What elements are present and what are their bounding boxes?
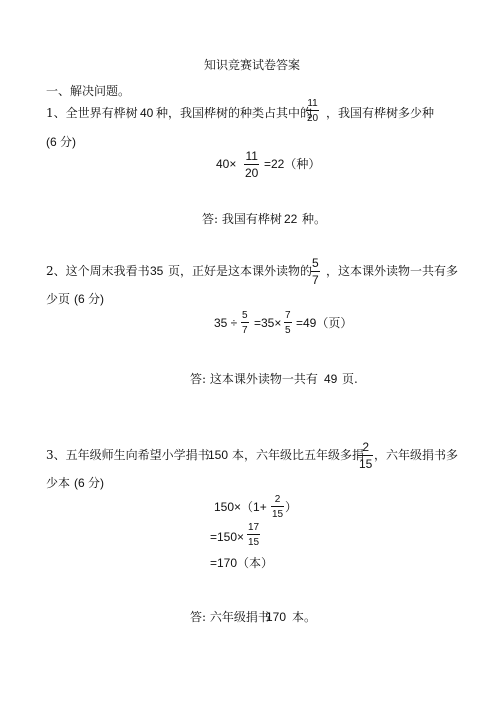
q2-fraction-denominator: 7 (312, 273, 319, 287)
q3-calc-l1-denominator: 15 (272, 509, 284, 520)
q3-fraction (358, 441, 373, 471)
q2-text-c: ，这本课外读物一共有多 (326, 264, 459, 278)
q1-calc-post: =22（种） (264, 157, 321, 171)
q3-calc-line3: =170（本） (210, 556, 274, 570)
q1-answer-value: 22 (284, 212, 298, 226)
q1-text-b: 种，我国桦树的种类占其中的 (156, 106, 313, 120)
q3-answer-pre: 答: 六年级捐书 (190, 610, 270, 624)
q3-text-a: 3、五年级师生向希望小学捐书 (46, 448, 210, 462)
q2-answer-post: 页. (342, 372, 358, 386)
q1-calc-numerator: 11 (245, 149, 258, 163)
q3-text-b: 本，六年级比五年级多捐 (232, 448, 365, 462)
q1-fraction-denominator: 20 (307, 113, 319, 124)
q3-fraction-denominator: 15 (359, 457, 373, 471)
q2-calc-f1-numerator: 5 (242, 310, 248, 321)
q2-calc-fraction-1 (241, 310, 249, 336)
q1-text-a: 1、全世界有桦树 (46, 106, 138, 120)
q2-number: 35 (150, 264, 164, 278)
q1-fraction (306, 98, 319, 124)
section-heading: 一、解决问题。 (46, 84, 131, 98)
q1-number: 40 (140, 106, 154, 120)
q1-fraction-numerator: 11 (307, 98, 318, 109)
q2-line2: 少页 (46, 292, 71, 306)
q2-fraction (311, 257, 320, 287)
q3-number: 150 (208, 448, 229, 462)
q2-calc-a: 35 ÷ (214, 316, 238, 330)
q1-calc-pre: 40× (216, 157, 237, 171)
q3-calc-line1-post: ） (285, 500, 298, 514)
q3-calc-line2-fraction (247, 522, 260, 548)
q1-answer-pre: 答: 我国有桦树 (202, 212, 282, 226)
q1-points: (6 分) (46, 135, 77, 149)
document-title: 知识竞赛试卷答案 (204, 58, 301, 72)
q3-calc-l2-numerator: 17 (248, 522, 260, 533)
q2-points: (6 分) (74, 292, 105, 306)
q3-text-c: ，六年级捐书多 (374, 448, 459, 462)
q3-fraction-numerator: 2 (362, 440, 370, 454)
q3-line2: 少本 (46, 476, 71, 490)
q2-fraction-numerator: 5 (312, 256, 319, 270)
q1-calc-fraction (244, 150, 259, 180)
q3-calc-line2-pre: =150× (210, 530, 245, 544)
q2-text-b: 页，正好是这本课外读物的 (168, 264, 313, 278)
q3-calc-l1-numerator: 2 (274, 494, 281, 505)
q2-answer-value: 49 (324, 372, 338, 386)
q3-answer-value: 170 (266, 610, 287, 624)
q3-calc-line1-pre: 150×（1+ (214, 500, 267, 514)
q3-calc-l2-denominator: 15 (248, 537, 260, 548)
q1-text-c: ，我国有桦树多少种 (326, 106, 435, 120)
q1-answer-post: 种。 (302, 212, 327, 226)
q2-calc-fraction-2 (284, 310, 292, 336)
q2-calc-f1-denominator: 7 (242, 325, 248, 336)
q1-calc-denominator: 20 (245, 166, 259, 180)
q2-answer-pre: 答: 这本课外读物一共有 (190, 372, 318, 386)
q2-calc-f2-numerator: 7 (285, 310, 291, 321)
q2-calc-c: =49（页） (296, 316, 353, 330)
q2-text-a: 2、这个周末我看书 (46, 264, 150, 278)
q3-calc-line1-fraction (271, 494, 284, 520)
q3-answer-post: 本。 (292, 610, 317, 624)
q2-calc-f2-denominator: 5 (285, 325, 291, 336)
q2-calc-b: =35× (254, 316, 282, 330)
q3-points: (6 分) (74, 476, 105, 490)
